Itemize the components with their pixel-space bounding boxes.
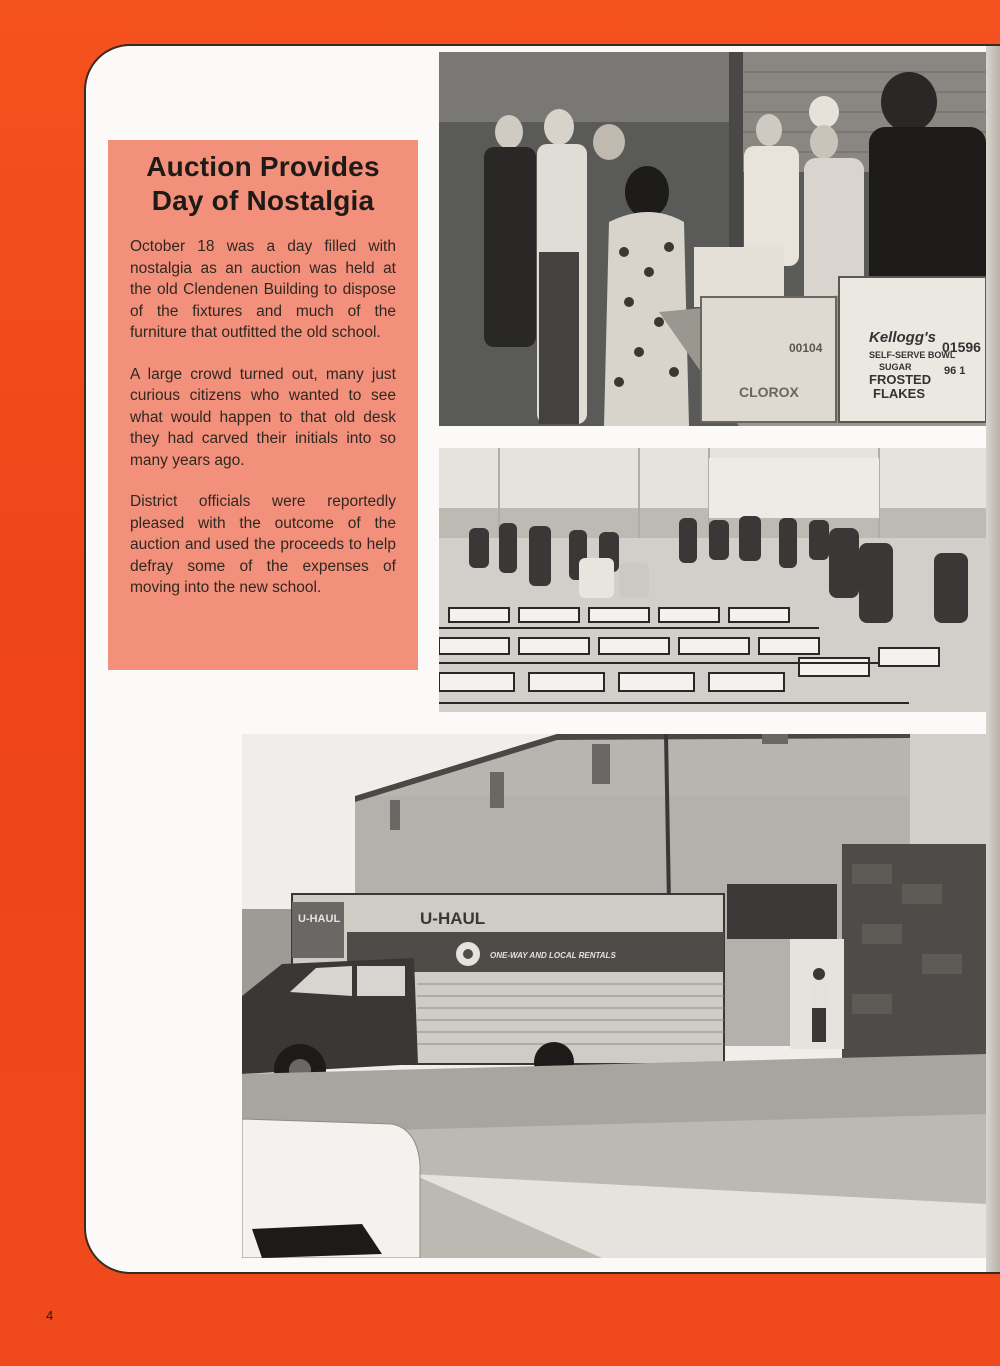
box-line3: FLAKES (873, 386, 925, 401)
box2-code: 00104 (789, 341, 823, 355)
article-paragraph: District officials were reportedly pleased with the outcome of the auction and used the proceeds to help defray some of the expenses of moving into the new school. (130, 493, 396, 596)
cab-sign: U-HAUL (298, 913, 341, 925)
auction-crowd-image (439, 52, 986, 426)
auction-gym-photo (439, 448, 986, 712)
box-small-label: SELF-SERVE BOWL (869, 350, 956, 360)
article-headline: Auction Provides Day of Nostalgia (146, 151, 380, 216)
box-line2: FROSTED (869, 372, 932, 387)
page-number: 4 (46, 1308, 54, 1323)
box-code: 01596 (942, 339, 981, 355)
article-box (108, 140, 418, 670)
box-brand: Kellogg's (869, 329, 936, 346)
uhaul-truck-image (242, 734, 986, 1258)
box2-brand: CLOROX (739, 384, 799, 400)
article-paragraph: A large crowd turned out, many just curious citizens who wanted to see what would happen to that old desk they had carved their initials into so many years ago. (130, 365, 396, 469)
truck-slogan: ONE-WAY AND LOCAL RENTALS (490, 951, 616, 960)
auction-crowd-photo (439, 52, 986, 426)
page-fold-edge (986, 46, 1000, 1272)
auction-gym-image (439, 448, 986, 712)
box-code2: 96 1 (944, 365, 966, 377)
article-paragraph: October 18 was a day filled with nostalgia as an auction was held at the old Clendenen Building to dispose of the fixtures and much of the furniture that outfitted the old school. (130, 238, 396, 341)
uhaul-truck-photo (242, 734, 986, 1258)
article-body (130, 236, 396, 599)
box-line1: SUGAR (879, 362, 912, 372)
truck-brand: U-HAUL (420, 909, 486, 928)
